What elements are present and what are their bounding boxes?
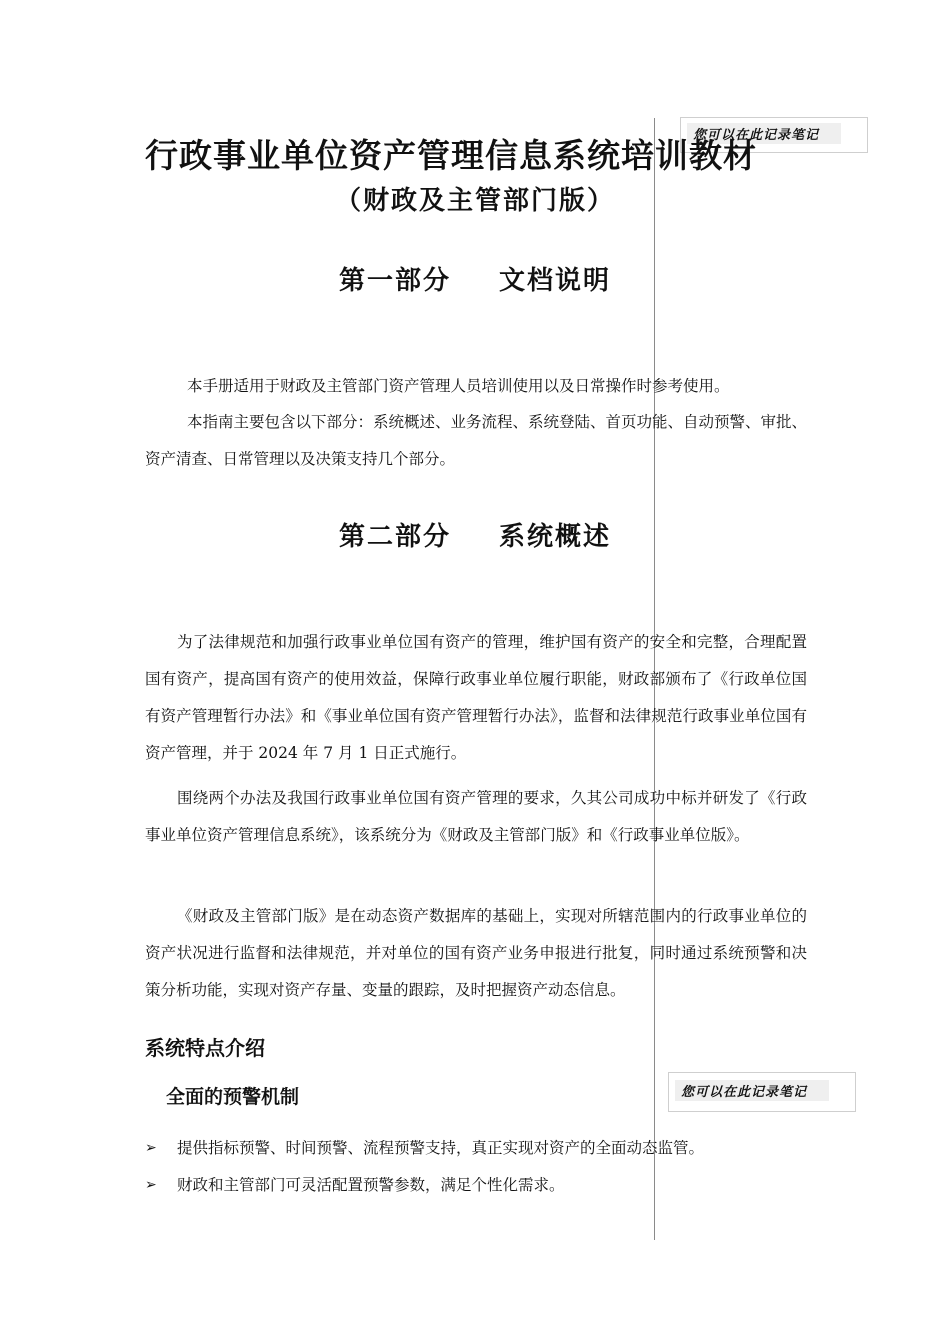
paragraph: 《财政及主管部门版》是在动态资产数据库的基础上，实现对所辖范围内的行政事业单位的资产状况进行监督和法律规范，并对单位的国有资产业务申报进行批复，同时通过系统预警和决策分析功能，实现对资产存量、变量的跟踪，及时把握资产动态信息。 — [145, 907, 807, 999]
paragraph: 为了法律规范和加强行政事业单位国有资产的管理，维护国有资产的安全和完整，合理配置国有资产，提高国有资产的使用效益，保障行政事业单位履行职能，财政部颁布了《行政单位国有资产管理暂行办法》和《事业单位国有资产管理暂行办法》，监督和法律规范行政事业单位国有资产管理，并于 2024 年 7 月 1 日正式施行。 — [145, 633, 807, 762]
section-number: 第二部分 — [338, 522, 451, 552]
paragraph: 本手册适用于财政及主管部门资产管理人员培训使用以及日常操作时参考使用。 — [187, 377, 730, 395]
paragraph: 本指南主要包含以下部分：系统概述、业务流程、系统登陆、首页功能、自动预警、审批、资产清查、日常管理以及决策支持几个部分。 — [145, 413, 808, 468]
list-item-text: 财政和主管部门可灵活配置预警参数，满足个性化需求。 — [177, 1176, 565, 1194]
paragraph: 围绕两个办法及我国行政事业单位国有资产管理的要求，久其公司成功中标并研发了《行政事业单位资产管理信息系统》，该系统分为《财政及主管部门版》和《行政事业单位版》。 — [145, 789, 807, 844]
arrow-bullet-icon: ➢ — [145, 1140, 157, 1156]
section-title: 系统概述 — [499, 522, 612, 552]
list-item — [145, 1130, 825, 1167]
feature-subheading: 全面的预警机制 — [166, 1086, 300, 1108]
section-heading-part-1 — [0, 260, 950, 297]
document-subtitle: （财政及主管部门版） — [334, 186, 615, 216]
feature-bullet-list — [145, 1130, 825, 1204]
section-heading-part-2 — [0, 516, 950, 553]
section-title: 文档说明 — [499, 266, 612, 296]
note-label: 您可以在此记录笔记 — [687, 123, 841, 144]
section-number: 第一部分 — [338, 266, 451, 296]
arrow-bullet-icon: ➢ — [145, 1177, 157, 1193]
list-item-text: 提供指标预警、时间预警、流程预警支持，真正实现对资产的全面动态监管。 — [177, 1139, 705, 1157]
note-box[interactable] — [668, 1072, 856, 1112]
document-title: 行政事业单位资产管理信息系统培训教材 — [145, 136, 757, 175]
list-item — [145, 1167, 825, 1204]
note-label: 您可以在此记录笔记 — [675, 1080, 829, 1101]
features-heading: 系统特点介绍 — [145, 1036, 265, 1060]
